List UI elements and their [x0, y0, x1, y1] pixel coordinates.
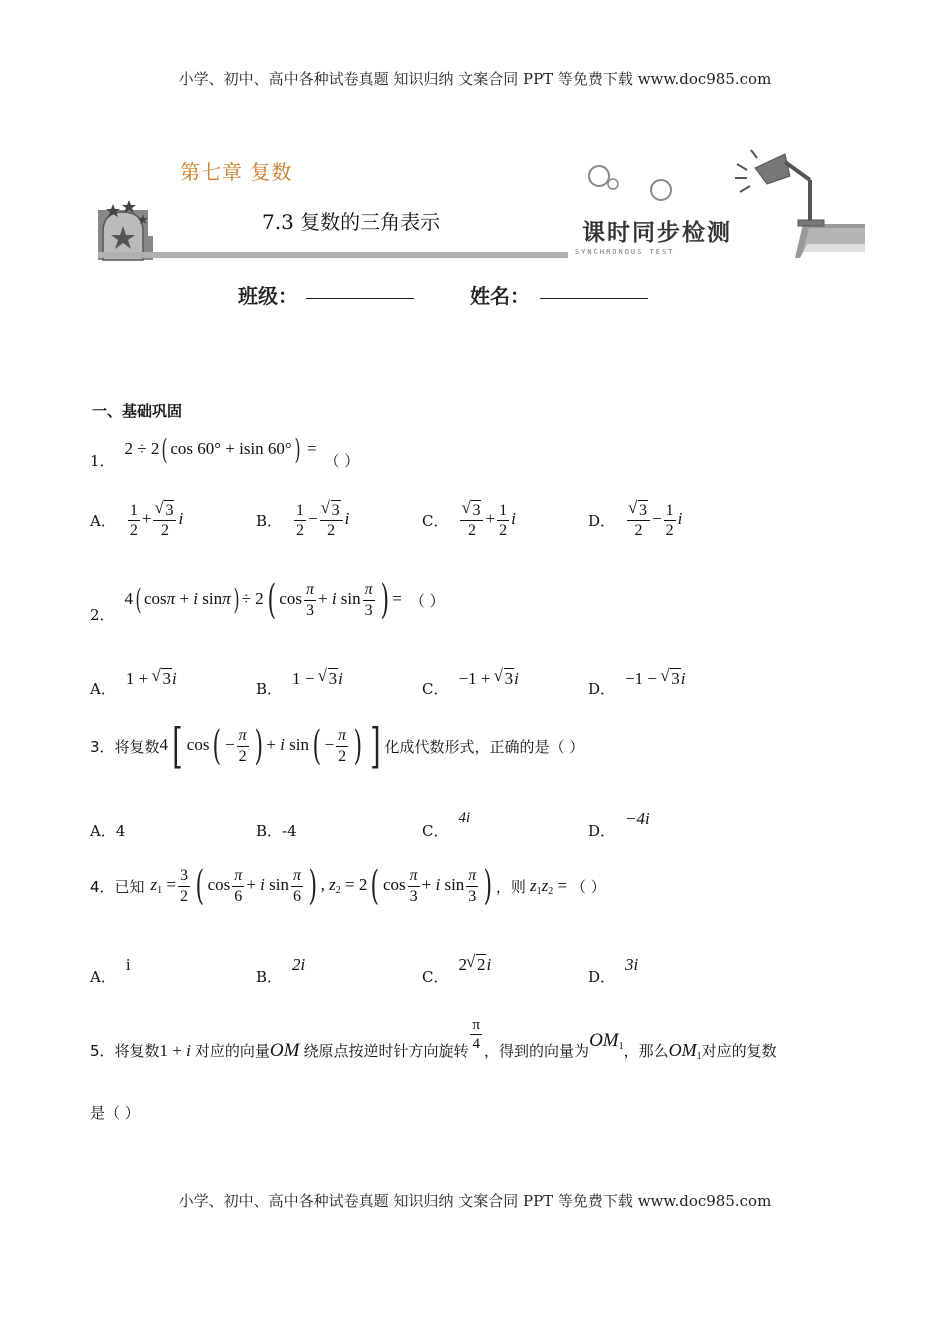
question-4: [90, 863, 606, 909]
q4-option-d[interactable]: D． 3i: [588, 954, 639, 986]
q4-option-c[interactable]: C． 2√ 2i: [422, 966, 491, 987]
q4-option-d-value: 3i: [625, 954, 639, 974]
q2-option-b-value: 1 − √ 3i: [292, 668, 343, 689]
q5-part4: ，得到的向量为: [484, 1042, 590, 1060]
q3-option-a[interactable]: A．4: [90, 822, 126, 840]
q4-answer-paren: （ ）: [571, 877, 606, 896]
q2-option-d[interactable]: D． −1 − √ 3i: [588, 668, 685, 689]
q1-option-a-value: $\frac{1}{2}$ + √ $\frac{3}{2}$ i: [126, 500, 183, 540]
q4-mid: ，则: [495, 877, 526, 896]
q5-vector-om1-second: $OM_1$: [668, 1039, 702, 1062]
q3-option-b[interactable]: B．-4: [256, 822, 297, 840]
q5-part3: 绕原点按逆时针方向旋转: [303, 1042, 469, 1060]
q5-vector-om: OM: [269, 1039, 300, 1061]
desk-lamp-icon: [735, 150, 824, 226]
q5-part2: 对应的向量: [194, 1042, 270, 1060]
q2-expression: 4( cosπ + i sinπ) ÷ 2( cos $\frac{\pi}{3}$ + i sin $\frac{\pi}{3}$ ) =: [124, 577, 402, 623]
q2-option-c-value: −1 + √ 3i: [458, 668, 518, 689]
q5-angle: $\frac{\pi}{4}$: [472, 1017, 481, 1052]
q1-option-b-value: $\frac{1}{2}$ − √ $\frac{3}{2}$ i: [292, 500, 349, 540]
name-blank[interactable]: [540, 298, 648, 299]
q1-option-c-value: √ $\frac{3}{2}$ + $\frac{1}{2}$ i: [458, 500, 515, 540]
class-label: 班级：: [238, 284, 298, 308]
q5-part1: 5．将复数: [90, 1042, 160, 1060]
q5-line2: 是（ ）: [90, 1104, 140, 1122]
q5-vector-om1: $OM_1$: [589, 1029, 624, 1052]
q2-option-d-value: −1 − √ 3i: [625, 668, 685, 689]
q3-option-c-value: 4i: [458, 810, 471, 826]
q4-option-a[interactable]: A． i: [90, 954, 131, 986]
q4-product: $z_1z_2$ =: [529, 875, 568, 897]
q5-complex: 1 + i: [159, 1040, 191, 1060]
section-title: 7.3 复数的三角表示: [262, 210, 441, 234]
star-emblem-icon: [98, 200, 153, 260]
class-blank[interactable]: [306, 298, 414, 299]
q1-option-c[interactable]: C． √ $\frac{3}{2}$ + $\frac{1}{2}$ i: [422, 500, 516, 540]
q2-option-c[interactable]: C． −1 + √ 3i: [422, 668, 519, 689]
q5-part5: ，那么: [623, 1042, 669, 1060]
q3-option-d-value: −4i: [625, 808, 650, 828]
q2-option-b[interactable]: B． 1 − √ 3i: [256, 668, 343, 689]
sync-test-subtitle: SYNCHRONOUS TEST: [575, 248, 675, 256]
q2-number: 2．: [90, 605, 115, 624]
question-3: [90, 718, 585, 774]
bubble-icon: [589, 166, 609, 186]
q4-prefix: 4．已知: [90, 877, 145, 896]
q3-tail: 化成代数形式，正确的是（ ）: [384, 737, 585, 756]
q3-option-c[interactable]: C． 4i: [422, 810, 471, 840]
q1-number: 1．: [90, 451, 115, 470]
question-1: [90, 433, 360, 470]
q4-option-b[interactable]: B． 2i: [256, 954, 306, 986]
section-basic-title: 一、基础巩固: [92, 402, 183, 420]
q1-option-d[interactable]: D． √ $\frac{3}{2}$ − $\frac{1}{2}$ i: [588, 500, 682, 540]
page-footer: 小学、初中、高中各种试卷真题 知识归纳 文案合同 PPT 等免费下载 www.doc985.com: [178, 1192, 772, 1210]
q1-option-b[interactable]: B． $\frac{1}{2}$ − √ $\frac{3}{2}$ i: [256, 500, 349, 540]
q3-prefix: 3．将复数: [90, 737, 160, 756]
q2-option-a[interactable]: A． 1 + √ 3i: [90, 668, 177, 689]
q4-option-c-value: 2√ 2i: [458, 954, 491, 975]
q2-option-a-value: 1 + √ 3i: [126, 668, 177, 689]
q4-option-b-value: 2i: [292, 954, 306, 974]
sync-test-title: 课时同步检测: [582, 220, 732, 246]
question-5: [90, 1016, 870, 1062]
q1-option-a[interactable]: A． $\frac{1}{2}$ + √ $\frac{3}{2}$ i: [90, 500, 183, 540]
question-2: [90, 577, 445, 624]
q3-expression: 4[ cos( − $\frac{\pi}{2}$ ) + i sin( − $\frac{\pi}{2}$ ) ]: [159, 718, 381, 774]
q1-answer-paren: （ ）: [324, 451, 360, 470]
q1-option-d-value: √ $\frac{3}{2}$ − $\frac{1}{2}$ i: [625, 500, 682, 540]
q5-part6: 对应的复数: [701, 1042, 777, 1060]
q4-expression: $z_1$ = $\frac{3}{2}$ ( cos $\frac{\pi}{6}$ + i sin $\frac{\pi}{6}$ ) , $z_2 = 2$( cos $\frac{\pi}{3}$ + i sin $\frac{\pi}{3}$ ): [150, 863, 493, 909]
q4-option-a-value: i: [125, 954, 131, 974]
q3-option-d[interactable]: D． −4i: [588, 808, 650, 840]
chapter-title: 第七章 复数: [180, 160, 293, 184]
q2-answer-paren: （ ）: [409, 591, 445, 610]
q1-expression: 2 ÷ 2( cos 60° + isin 60°) =: [124, 433, 317, 466]
page-header: 小学、初中、高中各种试卷真题 知识归纳 文案合同 PPT 等免费下载 www.doc985.com: [178, 70, 772, 88]
name-label: 姓名：: [470, 284, 530, 308]
